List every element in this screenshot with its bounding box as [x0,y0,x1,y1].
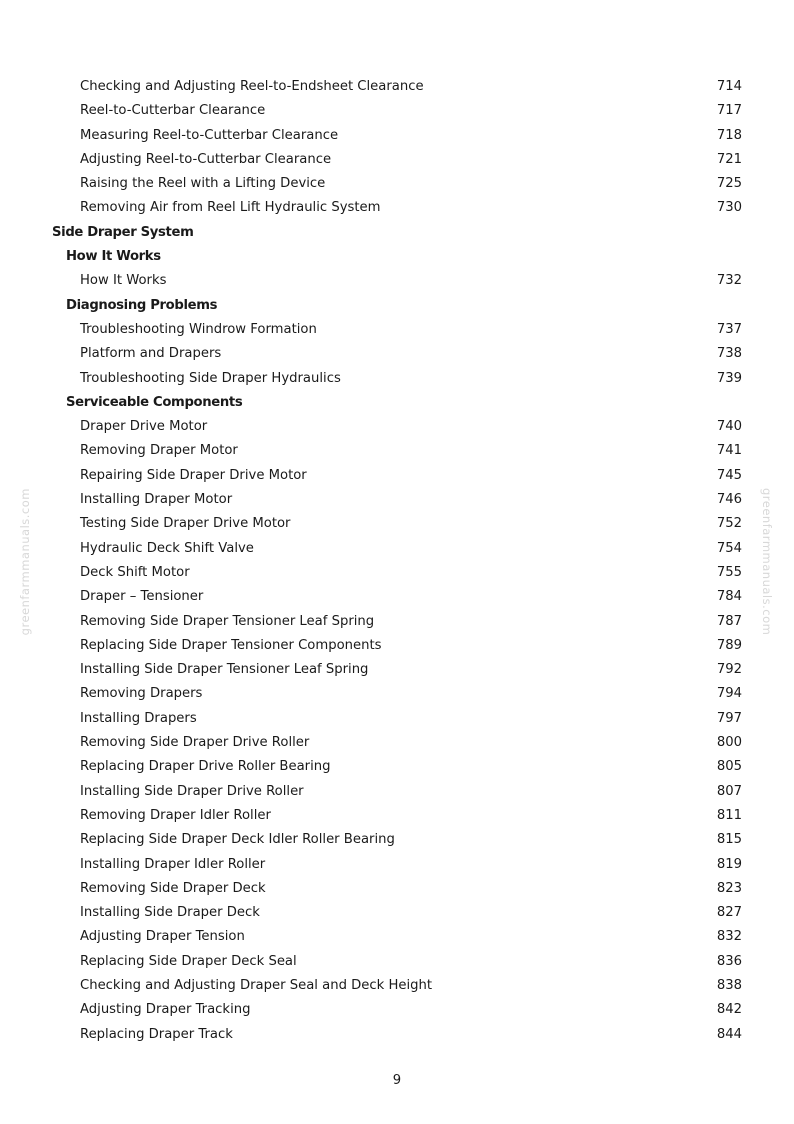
toc-entry-title: Adjusting Reel-to-Cutterbar Clearance [80,151,332,167]
toc-entry-title: Raising the Reel with a Lifting Device [80,176,326,192]
toc-entry-page: 741 [716,443,742,459]
toc-subsection-heading [52,245,742,269]
toc-entry[interactable] [52,537,742,561]
toc-entry-page: 740 [716,419,742,435]
toc-entry-page: 730 [716,200,742,216]
toc-entry-page: 737 [716,321,742,337]
watermark-left: greenfarmmanuals.com [18,488,32,636]
toc-entry-page: 732 [716,273,742,289]
toc-entry-page: 792 [716,662,742,678]
toc-entry-title: Removing Side Draper Deck [80,880,266,896]
toc-entry-title: Replacing Draper Drive Roller Bearing [80,759,331,775]
toc-section-heading [52,221,742,245]
toc-entry-title: Serviceable Components [66,394,243,410]
toc-entry[interactable] [52,342,742,366]
toc-entry[interactable] [52,124,742,148]
toc-entry-title: Removing Draper Motor [80,443,238,459]
toc-entry[interactable] [52,1023,742,1047]
toc-entry-title: Adjusting Draper Tracking [80,1002,251,1018]
toc-entry-page: 800 [716,735,742,751]
toc-entry-title: Draper – Tensioner [80,589,204,605]
toc-entry-title: Installing Side Draper Tensioner Leaf Spring [80,662,369,678]
toc-entry-title: Installing Side Draper Deck [80,905,260,921]
toc-entry-page: 832 [716,929,742,945]
toc-entry-page: 752 [716,516,742,532]
toc-entry[interactable] [52,925,742,949]
toc-entry-page: 754 [716,540,742,556]
toc-entry[interactable] [52,974,742,998]
toc-entry-title: How It Works [66,249,161,265]
toc-entry[interactable] [52,828,742,852]
table-of-contents [52,75,742,1047]
toc-entry-page: 739 [716,370,742,386]
toc-entry[interactable] [52,901,742,925]
toc-entry-page: 745 [716,467,742,483]
toc-entry[interactable] [52,853,742,877]
toc-subsection-heading [52,391,742,415]
toc-entry-title: Measuring Reel-to-Cutterbar Clearance [80,127,339,143]
toc-entry[interactable] [52,464,742,488]
toc-entry-title: Side Draper System [52,224,194,240]
toc-entry-title: Replacing Side Draper Deck Seal [80,953,297,969]
toc-entry-title: Troubleshooting Side Draper Hydraulics [80,370,341,386]
toc-entry[interactable] [52,561,742,585]
toc-entry-title: Removing Air from Reel Lift Hydraulic System [80,200,381,216]
toc-entry-page: 717 [716,103,742,119]
toc-entry-title: Troubleshooting Windrow Formation [80,321,317,337]
toc-entry-page: 738 [716,346,742,362]
toc-entry[interactable] [52,148,742,172]
toc-entry-page: 838 [716,977,742,993]
toc-entry[interactable] [52,367,742,391]
toc-entry[interactable] [52,804,742,828]
toc-entry-title: How It Works [80,273,167,289]
toc-entry[interactable] [52,731,742,755]
toc-entry-title: Removing Draper Idler Roller [80,807,271,823]
toc-entry[interactable] [52,950,742,974]
toc-entry[interactable] [52,610,742,634]
toc-entry[interactable] [52,877,742,901]
toc-entry-title: Installing Draper Motor [80,492,233,508]
toc-entry-page: 819 [716,856,742,872]
page-number: 9 [392,1073,402,1088]
toc-entry-page: 815 [716,832,742,848]
toc-entry[interactable] [52,415,742,439]
toc-entry-page: 827 [716,905,742,921]
toc-entry-title: Removing Side Draper Tensioner Leaf Spring [80,613,375,629]
toc-entry[interactable] [52,585,742,609]
toc-entry-page: 787 [716,613,742,629]
toc-entry[interactable] [52,707,742,731]
toc-entry-title: Reel-to-Cutterbar Clearance [80,103,266,119]
toc-entry-page: 718 [716,127,742,143]
toc-entry-title: Checking and Adjusting Draper Seal and Deck Height [80,977,433,993]
toc-entry-page: 844 [716,1026,742,1042]
toc-entry[interactable] [52,682,742,706]
toc-entry-page: 725 [716,176,742,192]
toc-entry[interactable] [52,488,742,512]
toc-entry[interactable] [52,658,742,682]
toc-entry[interactable] [52,75,742,99]
toc-entry-page: 784 [716,589,742,605]
toc-entry[interactable] [52,318,742,342]
toc-entry[interactable] [52,439,742,463]
toc-entry-page: 797 [716,710,742,726]
toc-entry-page: 805 [716,759,742,775]
toc-entry-title: Checking and Adjusting Reel-to-Endsheet Clearance [80,79,424,94]
toc-entry-title: Installing Side Draper Drive Roller [80,783,304,799]
watermark-right: greenfarmmanuals.com [760,488,774,636]
toc-entry-title: Removing Side Draper Drive Roller [80,735,310,751]
toc-entry-page: 721 [716,151,742,167]
toc-entry-page: 807 [716,783,742,799]
toc-entry[interactable] [52,755,742,779]
toc-entry-page: 811 [716,807,742,823]
toc-entry-title: Replacing Side Draper Deck Idler Roller Bearing [80,832,395,848]
toc-entry-page: 714 [716,79,742,94]
toc-entry-page: 746 [716,492,742,508]
toc-entry-title: Replacing Draper Track [80,1026,233,1042]
toc-entry[interactable] [52,99,742,123]
toc-entry-title: Repairing Side Draper Drive Motor [80,467,307,483]
toc-entry-title: Diagnosing Problems [66,297,218,313]
toc-subsection-heading [52,294,742,318]
toc-entry-page: 794 [716,686,742,702]
toc-entry-title: Testing Side Draper Drive Motor [80,516,291,532]
toc-entry-page: 823 [716,880,742,896]
toc-entry-page: 842 [716,1002,742,1018]
toc-entry-title: Installing Draper Idler Roller [80,856,266,872]
toc-entry[interactable] [52,196,742,220]
toc-entry-title: Adjusting Draper Tension [80,929,245,945]
toc-entry[interactable] [52,269,742,293]
toc-entry[interactable] [52,512,742,536]
toc-entry-page: 755 [716,564,742,580]
toc-entry-page: 836 [716,953,742,969]
toc-entry[interactable] [52,780,742,804]
toc-entry-title: Removing Drapers [80,686,203,702]
toc-entry-title: Draper Drive Motor [80,419,208,435]
toc-entry-title: Deck Shift Motor [80,564,190,580]
toc-entry-title: Hydraulic Deck Shift Valve [80,540,254,556]
toc-entry[interactable] [52,998,742,1022]
toc-entry-title: Installing Drapers [80,710,197,726]
toc-entry[interactable] [52,634,742,658]
toc-entry-title: Replacing Side Draper Tensioner Components [80,637,382,653]
toc-entry-page: 789 [716,637,742,653]
toc-entry[interactable] [52,172,742,196]
toc-entry-title: Platform and Drapers [80,346,222,362]
